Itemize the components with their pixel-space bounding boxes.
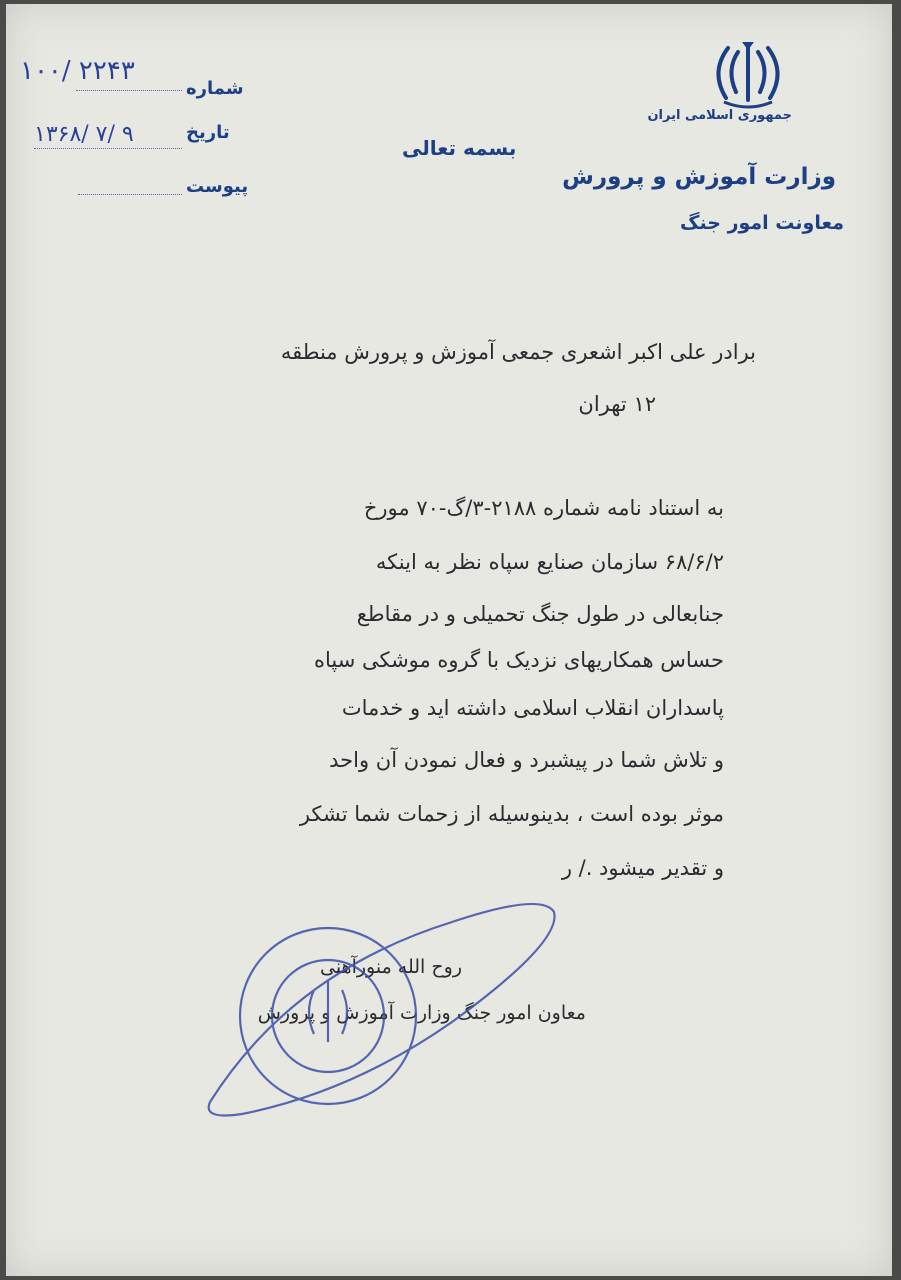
iran-emblem-icon	[708, 40, 788, 110]
republic-label: جمهوری اسلامی ایران	[647, 108, 792, 123]
signatory-name: روح الله منورآهنی	[319, 956, 462, 978]
body-line-4: حساس همکاریهای نزدیک با گروه موشکی سپاه	[313, 648, 724, 672]
body-line-3: جنابعالی در طول جنگ تحمیلی و در مقاطع	[356, 602, 724, 626]
signatory-title: معاون امور جنگ وزارت آموزش و پرورش	[257, 1002, 586, 1024]
official-stamp	[202, 892, 572, 1142]
body-line-5: پاسداران انقلاب اسلامی داشته اید و خدمات	[341, 696, 724, 720]
letter-paper	[6, 4, 892, 1276]
body-line-2: ۶۸/۶/۲ سازمان صنایع سپاه نظر به اینکه	[375, 550, 724, 574]
body-line-1: به استناد نامه شماره ۲۱۸۸-۳/گ-۷۰ مورخ	[363, 496, 724, 520]
body-line-7: موثر بوده است ، بدینوسیله از زحمات شما تشکر	[299, 802, 724, 826]
department-name: معاونت امور جنگ	[680, 212, 844, 234]
recipient-line-2: ۱۲ تهران	[578, 392, 656, 416]
recipient-line-1: برادر علی اکبر اشعری جمعی آموزش و پرورش منطقه	[280, 340, 756, 364]
body-line-6: و تلاش شما در پیشبرد و فعال نمودن آن واحد	[329, 748, 724, 772]
date-underline	[34, 148, 182, 149]
number-underline	[76, 90, 182, 91]
attachment-label: پیوست	[186, 176, 249, 197]
number-label: شماره	[186, 78, 244, 99]
body-line-8: و تقدیر میشود ./ ر	[561, 856, 724, 880]
invocation-heading: بسمه تعالی	[402, 136, 517, 160]
attachment-underline	[78, 194, 182, 195]
date-value: ۱۳۶۸/ ۷/ ۹	[34, 122, 134, 147]
date-label: تاریخ	[186, 122, 230, 143]
ministry-name: وزارت آموزش و پرورش	[562, 164, 836, 190]
number-value: ۱۰۰/ ۲۲۴۳	[20, 56, 135, 86]
